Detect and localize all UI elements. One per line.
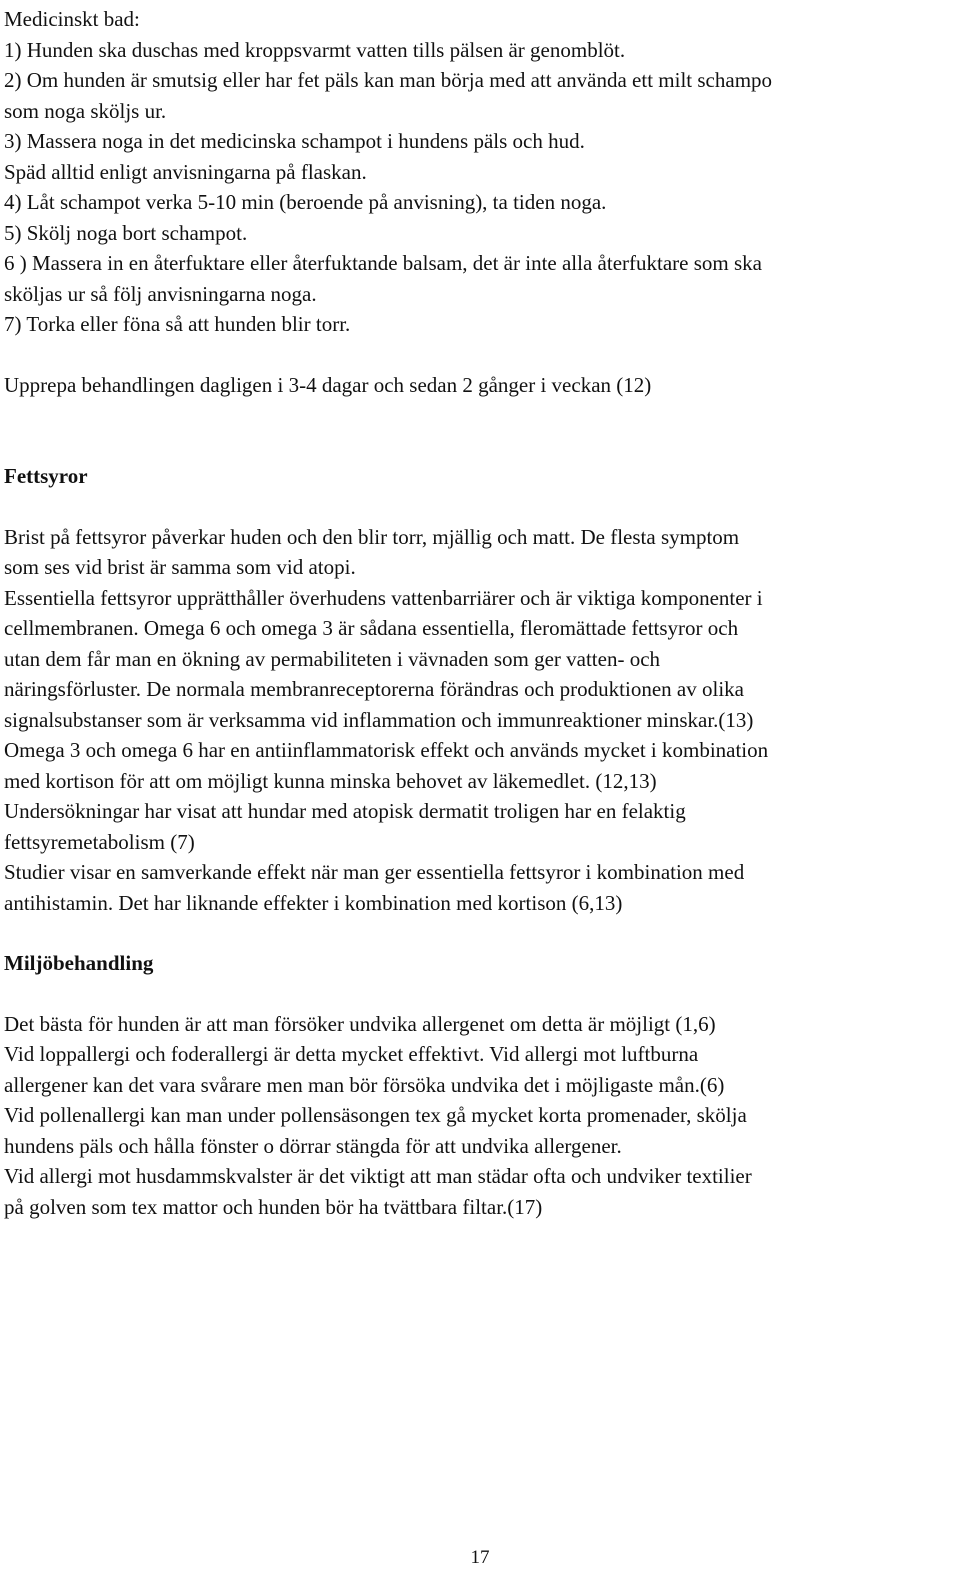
page-number: 17 (470, 1547, 490, 1568)
fatty-acids-line: signalsubstanser som är verksamma vid inflammation och immunreaktioner minskar.(13) (4, 707, 754, 732)
fatty-acids-line: cellmembranen. Omega 6 och omega 3 är sådana essentiella, fleromättade fettsyror och (4, 616, 739, 640)
environment-line: Vid allergi mot husdammskvalster är det viktigt att man städar ofta och undviker textilier (4, 1164, 752, 1188)
bath-line: 3) Massera noga in det medicinska schampot i hundens päls och hud. (4, 129, 585, 153)
environment-line: Vid loppallergi och foderallergi är detta mycket effektivt. Vid allergi mot luftburna (4, 1042, 699, 1066)
repeat-treatment-paragraph: Upprepa behandlingen dagligen i 3-4 dagar och sedan 2 gånger i veckan (12) (4, 372, 652, 397)
fatty-acids-line: näringsförluster. De normala membranreceptorerna förändras och produktionen av olika (4, 677, 744, 701)
fatty-acids-line: Brist på fettsyror påverkar huden och den blir torr, mjällig och matt. De flesta symptom (4, 524, 740, 549)
fatty-acids-line: antihistamin. Det har liknande effekter i kombination med kortison (6,13) (4, 890, 623, 915)
environment-line: hundens päls och hålla fönster o dörrar stängda för att undvika allergener. (4, 1133, 622, 1158)
fatty-acids-line: Undersökningar har visat att hundar med atopisk dermatit troligen har en felaktig (4, 799, 686, 823)
environment-heading: Miljöbehandling (4, 951, 154, 975)
document-page (4, 4, 954, 1222)
environment-line: Det bästa för hunden är att man försöker undvika allergenet om detta är möjligt (1,6) (4, 1011, 716, 1036)
fatty-acids-line: fettsyremetabolism (7) (4, 829, 195, 854)
environment-treatment-section (4, 948, 954, 1222)
bath-line: 1) Hunden ska duschas med kroppsvarmt vatten tills pälsen är genomblöt. (4, 37, 626, 62)
bath-line: 4) Låt schampot verka 5-10 min (beroende på anvisning), ta tiden noga. (4, 190, 607, 214)
bath-line: sköljas ur så följ anvisningarna noga. (4, 281, 317, 306)
medicated-bath-section (4, 4, 954, 400)
bath-line: som noga sköljs ur. (4, 98, 167, 123)
bath-line: 2) Om hunden är smutsig eller har fet päls kan man börja med att använda ett milt schampo (4, 68, 773, 92)
fatty-acids-line: Essentiella fettsyror upprätthåller överhudens vattenbarriärer och är viktiga komponenter i (4, 585, 763, 610)
bath-line: 5) Skölj noga bort schampot. (4, 220, 248, 245)
fatty-acids-line: Omega 3 och omega 6 har en antiinflammatorisk effekt och används mycket i kombination (4, 738, 769, 762)
fatty-acids-line: Studier visar en samverkande effekt när man ger essentiella fettsyror i kombination med (4, 860, 745, 884)
bath-title: Medicinskt bad: (4, 7, 140, 31)
fatty-acids-line: utan dem får man en ökning av permabiliteten i vävnaden som ger vatten- och (4, 646, 661, 671)
fatty-acids-line: med kortison för att om möjligt kunna minska behovet av läkemedlet. (12,13) (4, 768, 657, 793)
environment-line: allergener kan det vara svårare men man bör försöka undvika det i möjligaste mån.(6) (4, 1072, 725, 1097)
bath-line: 7) Torka eller föna så att hunden blir torr. (4, 312, 351, 336)
fatty-acids-line: som ses vid brist är samma som vid atopi. (4, 555, 356, 579)
bath-line: 6 ) Massera in en återfuktare eller återfuktande balsam, det är inte alla återfuktare som ska (4, 251, 762, 275)
bath-line: Späd alltid enligt anvisningarna på flaskan. (4, 159, 367, 184)
environment-line: Vid pollenallergi kan man under pollensäsongen tex gå mycket korta promenader, skölja (4, 1103, 747, 1127)
fatty-acids-heading: Fettsyror (4, 464, 88, 488)
environment-line: på golven som tex mattor och hunden bör ha tvättbara filtar.(17) (4, 1194, 543, 1219)
fatty-acids-section (4, 461, 954, 918)
